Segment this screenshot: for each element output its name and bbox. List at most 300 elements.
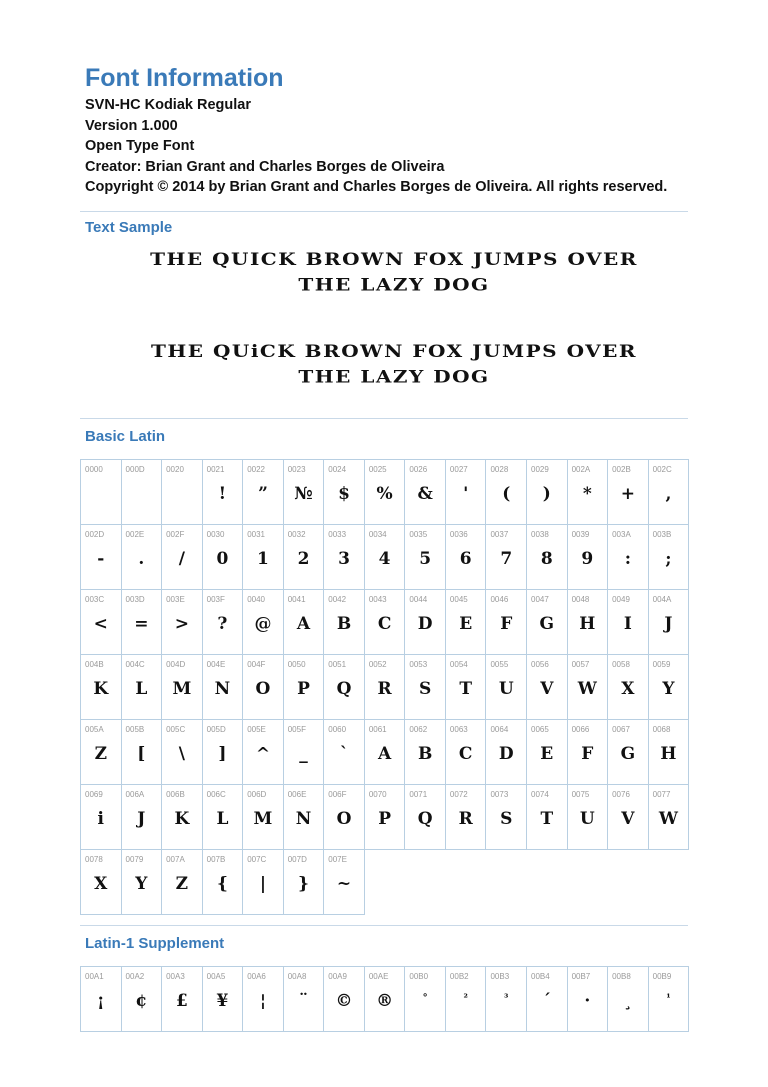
glyph-cell bbox=[608, 720, 649, 785]
glyph-code: 0079 bbox=[125, 855, 144, 864]
glyph-code: 0042 bbox=[328, 595, 347, 604]
glyph-cell bbox=[527, 460, 568, 525]
glyph-sample: ; bbox=[665, 549, 672, 569]
glyph-sample: * bbox=[582, 484, 592, 504]
glyph-sample: W bbox=[658, 809, 678, 829]
glyph-code: 0035 bbox=[409, 530, 428, 539]
glyph-code: 004B bbox=[85, 660, 104, 669]
glyph-code: 002F bbox=[166, 530, 185, 539]
glyph-cell bbox=[203, 525, 244, 590]
glyph-sample: 4 bbox=[378, 549, 391, 569]
glyph-cell bbox=[243, 460, 284, 525]
glyph-code: 00A9 bbox=[328, 972, 347, 981]
glyph-cell bbox=[284, 460, 325, 525]
font-version: Version 1.000 bbox=[85, 117, 178, 134]
glyph-sample: F bbox=[500, 614, 513, 634]
glyph-sample: Y bbox=[662, 679, 675, 699]
glyph-sample: ) bbox=[542, 484, 551, 504]
glyph-sample: ´ bbox=[542, 991, 552, 1011]
glyph-sample: K bbox=[93, 679, 109, 699]
glyph-cell bbox=[81, 460, 122, 525]
glyph-sample: D bbox=[498, 744, 514, 764]
glyph-code: 004F bbox=[247, 660, 266, 669]
glyph-code: 0049 bbox=[612, 595, 630, 604]
glyph-sample: i bbox=[97, 809, 104, 829]
glyph-cell bbox=[243, 590, 284, 655]
glyph-sample: } bbox=[298, 874, 309, 894]
glyph-sample: N bbox=[295, 809, 312, 829]
glyph-code: 0076 bbox=[612, 790, 630, 799]
glyph-sample: O bbox=[255, 679, 271, 699]
glyph-cell bbox=[608, 655, 649, 720]
glyph-code: 0062 bbox=[409, 725, 428, 734]
glyph-cell bbox=[446, 590, 487, 655]
glyph-code: 0032 bbox=[287, 530, 306, 539]
glyph-cell bbox=[284, 655, 325, 720]
glyph-code: 0000 bbox=[85, 465, 103, 474]
glyph-sample: L bbox=[216, 809, 229, 829]
glyph-code: 003C bbox=[85, 595, 105, 604]
glyph-sample: ® bbox=[376, 991, 394, 1011]
glyph-cell bbox=[405, 785, 446, 850]
glyph-sample: ] bbox=[218, 744, 227, 764]
glyph-sample: @ bbox=[254, 614, 272, 634]
glyph-sample: E bbox=[540, 744, 554, 764]
glyph-sample: % bbox=[376, 484, 393, 504]
glyph-sample: K bbox=[174, 809, 190, 829]
glyph-code: 00A1 bbox=[85, 972, 104, 981]
glyph-sample: G bbox=[620, 744, 636, 764]
glyph-sample: 3 bbox=[338, 549, 350, 569]
glyph-code: 005A bbox=[85, 725, 104, 734]
glyph-cell bbox=[527, 785, 568, 850]
glyph-cell bbox=[203, 967, 244, 1032]
glyph-sample: Z bbox=[94, 744, 107, 764]
glyph-cell bbox=[649, 655, 690, 720]
glyph-sample: , bbox=[665, 484, 672, 504]
glyph-sample: X bbox=[94, 874, 108, 894]
text-sample-heading: Text Sample bbox=[85, 219, 173, 236]
glyph-cell bbox=[284, 850, 325, 915]
glyph-code: 0078 bbox=[85, 855, 103, 864]
glyph-sample: V bbox=[621, 809, 635, 829]
glyph-sample: . bbox=[138, 549, 145, 569]
glyph-sample: \ bbox=[178, 744, 185, 764]
glyph-sample: № bbox=[294, 484, 313, 504]
glyph-code: 002B bbox=[612, 465, 631, 474]
glyph-code: 003F bbox=[206, 595, 225, 604]
glyph-sample: ^ bbox=[255, 744, 271, 764]
glyph-sample: I bbox=[623, 614, 632, 634]
glyph-code: 0025 bbox=[368, 465, 387, 474]
glyph-code: 00B7 bbox=[571, 972, 591, 981]
sample-2-line-1: THE QUiCK BROWN FOX JUMPS OVER bbox=[150, 341, 638, 362]
glyph-cell bbox=[527, 720, 568, 785]
glyph-cell bbox=[324, 460, 365, 525]
glyph-cell bbox=[486, 785, 527, 850]
glyph-code: 0069 bbox=[85, 790, 103, 799]
glyph-code: 006E bbox=[287, 790, 307, 799]
glyph-sample: W bbox=[577, 679, 597, 699]
glyph-code: 0046 bbox=[490, 595, 509, 604]
glyph-cell bbox=[203, 590, 244, 655]
glyph-sample: R bbox=[377, 679, 392, 699]
glyph-cell bbox=[122, 720, 163, 785]
glyph-cell bbox=[649, 525, 690, 590]
glyph-code: 0053 bbox=[409, 660, 428, 669]
glyph-code: 0038 bbox=[531, 530, 549, 539]
glyph-cell bbox=[486, 720, 527, 785]
glyph-sample: U bbox=[579, 809, 595, 829]
glyph-cell bbox=[527, 525, 568, 590]
glyph-sample: X bbox=[621, 679, 635, 699]
glyph-code: 0030 bbox=[206, 530, 225, 539]
glyph-sample: N bbox=[214, 679, 231, 699]
glyph-code: 005E bbox=[247, 725, 266, 734]
glyph-cell bbox=[122, 590, 163, 655]
glyph-code: 0060 bbox=[328, 725, 347, 734]
glyph-code: 00A8 bbox=[287, 972, 307, 981]
glyph-cell bbox=[203, 460, 244, 525]
glyph-cell bbox=[486, 655, 527, 720]
glyph-code: 0064 bbox=[490, 725, 509, 734]
glyph-code: 00B3 bbox=[490, 972, 510, 981]
glyph-code: 0075 bbox=[571, 790, 590, 799]
glyph-code: 006A bbox=[125, 790, 145, 799]
glyph-cell bbox=[162, 525, 203, 590]
glyph-cell bbox=[162, 460, 203, 525]
glyph-sample: ¡ bbox=[97, 991, 105, 1011]
glyph-code: 0066 bbox=[571, 725, 590, 734]
glyph-cell bbox=[486, 460, 527, 525]
glyph-cell bbox=[365, 525, 406, 590]
glyph-cell bbox=[243, 967, 284, 1032]
glyph-sample: ! bbox=[218, 484, 227, 504]
glyph-cell bbox=[162, 785, 203, 850]
glyph-sample: £ bbox=[175, 991, 188, 1011]
glyph-sample: ³ bbox=[504, 993, 509, 1004]
glyph-code: 0027 bbox=[449, 465, 468, 474]
glyph-cell bbox=[162, 850, 203, 915]
glyph-code: 002E bbox=[125, 530, 145, 539]
glyph-code: 0036 bbox=[449, 530, 468, 539]
glyph-sample: M bbox=[172, 679, 192, 699]
glyph-code: 0044 bbox=[409, 595, 428, 604]
glyph-cell bbox=[568, 655, 609, 720]
divider bbox=[80, 211, 688, 212]
glyph-cell bbox=[324, 967, 365, 1032]
glyph-cell bbox=[486, 590, 527, 655]
glyph-sample: Y bbox=[135, 874, 148, 894]
glyph-code: 0070 bbox=[368, 790, 387, 799]
divider bbox=[80, 925, 688, 926]
glyph-sample: + bbox=[620, 484, 635, 504]
glyph-cell bbox=[405, 460, 446, 525]
glyph-cell bbox=[324, 785, 365, 850]
glyph-cell bbox=[243, 785, 284, 850]
glyph-code: 007E bbox=[328, 855, 347, 864]
basic-latin-glyph-grid bbox=[80, 459, 689, 915]
glyph-code: 0034 bbox=[368, 530, 387, 539]
glyph-code: 00B2 bbox=[449, 972, 469, 981]
glyph-cell bbox=[162, 720, 203, 785]
glyph-sample: F bbox=[581, 744, 594, 764]
glyph-cell bbox=[284, 967, 325, 1032]
glyph-cell bbox=[405, 590, 446, 655]
glyph-cell bbox=[608, 967, 649, 1032]
glyph-cell bbox=[324, 850, 365, 915]
glyph-cell bbox=[122, 967, 163, 1032]
glyph-sample: · bbox=[584, 991, 591, 1011]
glyph-cell bbox=[284, 590, 325, 655]
glyph-cell bbox=[649, 785, 690, 850]
glyph-sample: ¥ bbox=[216, 991, 229, 1011]
glyph-sample: & bbox=[417, 484, 433, 504]
glyph-code: 0021 bbox=[206, 465, 225, 474]
glyph-cell bbox=[568, 460, 609, 525]
glyph-sample: ~ bbox=[336, 874, 352, 894]
glyph-cell bbox=[486, 525, 527, 590]
glyph-cell bbox=[81, 525, 122, 590]
glyph-cell bbox=[405, 720, 446, 785]
glyph-cell bbox=[122, 655, 163, 720]
glyph-code: 0073 bbox=[490, 790, 509, 799]
glyph-sample: 1 bbox=[257, 549, 269, 569]
glyph-code: 00B4 bbox=[531, 972, 550, 981]
glyph-cell bbox=[81, 967, 122, 1032]
glyph-cell bbox=[365, 655, 406, 720]
glyph-code: 0077 bbox=[652, 790, 671, 799]
glyph-code: 0023 bbox=[287, 465, 306, 474]
glyph-sample: P bbox=[297, 679, 310, 699]
sample-2-line-2: THE LAZY DOG bbox=[298, 366, 490, 387]
glyph-cell bbox=[365, 785, 406, 850]
glyph-cell bbox=[203, 850, 244, 915]
glyph-sample: B bbox=[417, 744, 433, 764]
glyph-sample: H bbox=[579, 614, 596, 634]
glyph-sample: ² bbox=[463, 993, 468, 1004]
glyph-code: 00A3 bbox=[166, 972, 185, 981]
glyph-code: 0037 bbox=[490, 530, 509, 539]
glyph-code: 007B bbox=[206, 855, 226, 864]
glyph-cell bbox=[649, 967, 690, 1032]
glyph-code: 0033 bbox=[328, 530, 347, 539]
glyph-cell bbox=[568, 967, 609, 1032]
glyph-code: 005C bbox=[166, 725, 186, 734]
basic-latin-heading: Basic Latin bbox=[85, 428, 166, 445]
glyph-sample: ( bbox=[502, 484, 511, 504]
font-name: SVN-HC Kodiak Regular bbox=[85, 97, 251, 113]
glyph-code: 0051 bbox=[328, 660, 347, 669]
glyph-sample: L bbox=[135, 679, 148, 699]
glyph-code: 006B bbox=[166, 790, 185, 799]
glyph-cell bbox=[284, 720, 325, 785]
glyph-cell bbox=[527, 967, 568, 1032]
glyph-sample: 0 bbox=[216, 549, 229, 569]
glyph-code: 005B bbox=[125, 725, 145, 734]
glyph-cell bbox=[527, 590, 568, 655]
glyph-code: 00A5 bbox=[206, 972, 226, 981]
glyph-sample: { bbox=[216, 874, 228, 894]
glyph-cell bbox=[81, 590, 122, 655]
glyph-code: 007A bbox=[166, 855, 185, 864]
glyph-cell bbox=[365, 460, 406, 525]
glyph-code: 0058 bbox=[612, 660, 630, 669]
glyph-code: 003A bbox=[612, 530, 631, 539]
glyph-cell bbox=[324, 655, 365, 720]
glyph-code: 007C bbox=[247, 855, 267, 864]
glyph-sample: G bbox=[539, 614, 555, 634]
glyph-cell bbox=[446, 460, 487, 525]
glyph-cell bbox=[446, 525, 487, 590]
glyph-sample: ? bbox=[217, 614, 228, 634]
glyph-cell bbox=[81, 850, 122, 915]
glyph-code: 0048 bbox=[571, 595, 590, 604]
page-title: Font Information bbox=[85, 64, 284, 92]
glyph-cell bbox=[486, 967, 527, 1032]
glyph-code: 0074 bbox=[531, 790, 549, 799]
glyph-code: 0026 bbox=[409, 465, 428, 474]
glyph-code: 0022 bbox=[247, 465, 265, 474]
glyph-code: 004A bbox=[652, 595, 672, 604]
glyph-cell bbox=[243, 525, 284, 590]
glyph-sample: ¸ bbox=[623, 991, 633, 1011]
glyph-cell bbox=[446, 655, 487, 720]
glyph-cell bbox=[203, 655, 244, 720]
glyph-code: 0040 bbox=[247, 595, 265, 604]
glyph-code: 003E bbox=[166, 595, 185, 604]
glyph-sample: J bbox=[664, 614, 673, 634]
font-type: Open Type Font bbox=[85, 138, 195, 155]
glyph-code: 002D bbox=[85, 530, 105, 539]
glyph-code: 00B8 bbox=[612, 972, 631, 981]
divider bbox=[80, 418, 688, 419]
glyph-code: 006F bbox=[328, 790, 347, 799]
glyph-code: 0052 bbox=[368, 660, 387, 669]
glyph-sample: C bbox=[377, 614, 392, 634]
glyph-cell bbox=[568, 785, 609, 850]
glyph-code: 0068 bbox=[652, 725, 671, 734]
glyph-sample: R bbox=[458, 809, 473, 829]
glyph-sample: U bbox=[498, 679, 514, 699]
glyph-sample: ¦ bbox=[259, 991, 267, 1011]
glyph-code: 003D bbox=[125, 595, 145, 604]
glyph-code: 0072 bbox=[449, 790, 468, 799]
glyph-cell bbox=[122, 850, 163, 915]
glyph-code: 0054 bbox=[449, 660, 468, 669]
glyph-cell bbox=[203, 720, 244, 785]
glyph-sample: Z bbox=[175, 874, 189, 894]
glyph-cell bbox=[243, 720, 284, 785]
glyph-cell bbox=[527, 655, 568, 720]
glyph-sample: Q bbox=[336, 679, 352, 699]
glyph-sample: 7 bbox=[500, 549, 513, 569]
glyph-cell bbox=[649, 590, 690, 655]
glyph-code: 0063 bbox=[449, 725, 468, 734]
glyph-code: 004D bbox=[166, 660, 186, 669]
glyph-sample: - bbox=[97, 549, 105, 569]
glyph-code: 00AE bbox=[368, 972, 389, 981]
glyph-cell bbox=[162, 590, 203, 655]
glyph-sample: P bbox=[378, 809, 391, 829]
glyph-sample: / bbox=[178, 549, 185, 569]
glyph-code: 002A bbox=[571, 465, 591, 474]
glyph-code: 0055 bbox=[490, 660, 509, 669]
glyph-code: 004E bbox=[206, 660, 226, 669]
glyph-cell bbox=[568, 525, 609, 590]
latin1-glyph-grid bbox=[80, 966, 689, 1032]
glyph-sample: ` bbox=[339, 744, 349, 764]
glyph-cell bbox=[203, 785, 244, 850]
glyph-sample: Q bbox=[417, 809, 433, 829]
glyph-cell bbox=[284, 785, 325, 850]
glyph-cell bbox=[284, 525, 325, 590]
glyph-code: 005D bbox=[206, 725, 226, 734]
glyph-sample: : bbox=[624, 549, 632, 569]
glyph-code: 006C bbox=[206, 790, 226, 799]
glyph-sample: | bbox=[259, 874, 267, 894]
glyph-cell bbox=[446, 720, 487, 785]
glyph-sample: © bbox=[335, 991, 353, 1011]
glyph-code: 003B bbox=[652, 530, 672, 539]
glyph-cell bbox=[608, 525, 649, 590]
latin1-heading: Latin-1 Supplement bbox=[85, 935, 225, 952]
glyph-cell bbox=[243, 850, 284, 915]
glyph-sample: S bbox=[500, 809, 513, 829]
glyph-code: 007D bbox=[287, 855, 307, 864]
glyph-sample: D bbox=[417, 614, 433, 634]
glyph-sample: B bbox=[336, 614, 352, 634]
glyph-sample: O bbox=[336, 809, 352, 829]
glyph-cell bbox=[324, 525, 365, 590]
glyph-cell bbox=[122, 460, 163, 525]
glyph-cell bbox=[365, 720, 406, 785]
glyph-code: 00A6 bbox=[247, 972, 266, 981]
font-creator: Creator: Brian Grant and Charles Borges de Oliveira bbox=[85, 158, 445, 175]
glyph-cell bbox=[608, 785, 649, 850]
glyph-sample: ' bbox=[463, 484, 469, 504]
glyph-code: 0056 bbox=[531, 660, 549, 669]
glyph-sample: M bbox=[253, 809, 273, 829]
glyph-cell bbox=[405, 967, 446, 1032]
glyph-code: 0061 bbox=[368, 725, 387, 734]
text-sample-2 bbox=[80, 339, 708, 390]
font-copyright: Copyright © 2014 by Brian Grant and Charles Borges de Oliveira. All rights reserved. bbox=[85, 179, 668, 196]
sample-1-line-1: THE QUICK BROWN FOX JUMPS OVER bbox=[150, 249, 638, 270]
glyph-sample: ” bbox=[258, 484, 268, 504]
glyph-sample: _ bbox=[299, 744, 308, 764]
glyph-cell bbox=[324, 720, 365, 785]
glyph-cell bbox=[122, 525, 163, 590]
glyph-code: 0071 bbox=[409, 790, 428, 799]
glyph-code: 005F bbox=[287, 725, 306, 734]
glyph-sample: < bbox=[93, 614, 108, 634]
glyph-cell bbox=[649, 720, 690, 785]
glyph-sample: $ bbox=[338, 484, 350, 504]
glyph-sample: > bbox=[174, 614, 189, 634]
glyph-cell bbox=[81, 785, 122, 850]
glyph-code: 006D bbox=[247, 790, 267, 799]
glyph-sample: = bbox=[134, 614, 149, 634]
glyph-cell bbox=[324, 590, 365, 655]
glyph-code: 0028 bbox=[490, 465, 509, 474]
glyph-cell bbox=[649, 460, 690, 525]
glyph-cell bbox=[608, 590, 649, 655]
glyph-code: 0031 bbox=[247, 530, 265, 539]
glyph-sample: 5 bbox=[419, 549, 432, 569]
glyph-cell bbox=[81, 655, 122, 720]
glyph-cell bbox=[365, 590, 406, 655]
